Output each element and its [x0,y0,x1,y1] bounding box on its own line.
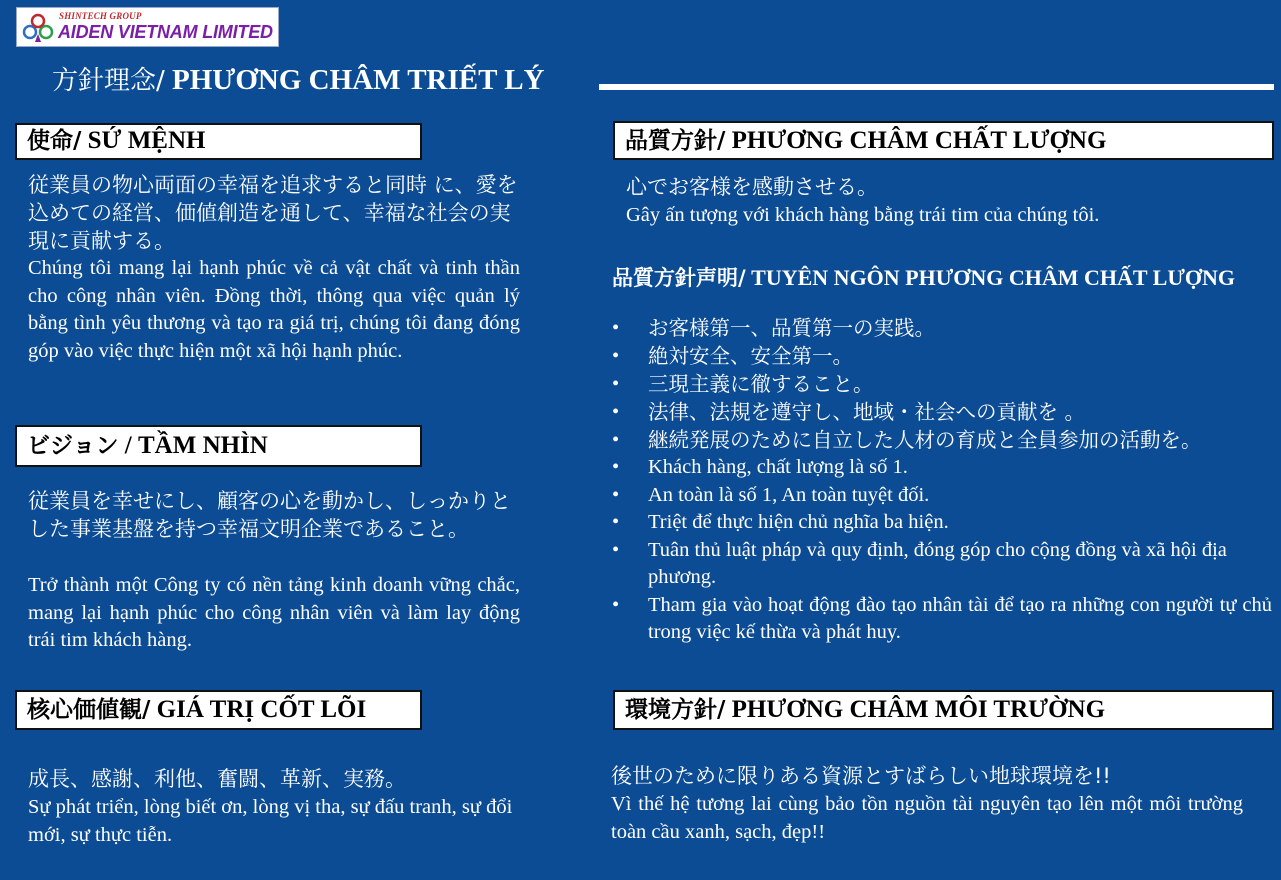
core-values-text-vn: Sự phát triển, lòng biết ơn, lòng vị tha, sự đấu tranh, sự đổi mới, sự thực tiễn. [28,796,513,846]
quality-policy-text-jp: 心でお客様を感動させる。 [626,175,878,199]
page-title-vn: PHƯƠNG CHÂM TRIẾT LÝ [164,64,545,96]
vision-heading-vn: / TẦM NHÌN [118,432,268,459]
quality-policy-text-vn: Gây ấn tượng với khách hàng bằng trái tim của chúng tôi. [626,204,1100,226]
list-item: • 三現主義に徹すること。 [612,370,1272,398]
quality-statement-heading-vn: TUYÊN NGÔN PHƯƠNG CHÂM CHẤT LƯỢNG [745,265,1235,290]
page-title-jp: 方針理念/ [52,66,165,96]
list-item: • Tham gia vào hoạt động đào tạo nhân tài để tạo ra những con người tự chủ trong việc kế thừa và phát huy. [612,592,1272,647]
title-divider [599,84,1274,90]
environment-policy-text-vn: Vì thế hệ tương lai cùng bảo tồn nguồn tài nguyên tạo lên một môi trường toàn cầu xanh, sạch, đẹp!! [611,793,1243,843]
list-item: • Tuân thủ luật pháp và quy định, đóng góp cho cộng đồng và xã hội địa phương. [612,537,1272,592]
quality-policy-heading-vn: PHƯƠNG CHÂM CHẤT LƯỢNG [725,127,1107,154]
list-item: • 法律、法規を遵守し、地域・社会への貢献を 。 [612,398,1272,426]
logo-company-name: AIDEN VIETNAM LIMITED [58,22,273,42]
page-title [52,60,544,97]
core-values-text-jp: 成長、感謝、利他、奮闘、革新、実務。 [28,767,406,791]
list-item: • Triệt để thực hiện chủ nghĩa ba hiện. [612,509,1272,537]
list-item: • お客様第一、品質第一の実践。 [612,314,1272,342]
quality-policy-heading [613,121,1274,160]
mission-heading-jp: 使命/ [27,128,82,154]
list-item: • Khách hàng, chất lượng là số 1. [612,454,1272,482]
quality-statement-heading-jp: 品質方針声明/ [612,266,746,290]
environment-policy-heading-vn: PHƯƠNG CHÂM MÔI TRƯỜNG [725,696,1106,723]
mission-heading [15,123,422,160]
logo-mark-icon [21,12,55,44]
vision-heading-jp: ビジョン [27,433,119,459]
company-logo [16,7,279,47]
list-item: • An toàn là số 1, An toàn tuyệt đối. [612,482,1272,510]
core-values-heading [15,690,422,730]
environment-policy-text-jp: 後世のために限りある資源とすばらしい地球環境を!! [611,764,1111,788]
mission-heading-vn: SỨ MỆNH [81,127,206,154]
logo-group-name: SHINTECH GROUP [59,11,142,21]
mission-text-vn: Chúng tôi mang lại hạnh phúc về cả vật chất và tinh thần cho công nhân viên. Đồng thời, thông qua việc quản lý bằng tình yêu thương và tạo ra giá trị, chúng tôi đang đóng góp vào việc thực hiện một xã hội hạnh phúc. [28,257,520,362]
vision-text-jp: 従業員を幸せにし、顧客の心を動かし、しっかりとした事業基盤を持つ幸福文明企業であること。 [28,489,511,541]
core-values-heading-jp: 核心価値観/ [27,697,151,723]
quality-statement-list [612,314,1272,647]
list-item: • 絶対安全、安全第一。 [612,342,1272,370]
environment-policy-heading-jp: 環境方針/ [625,697,726,723]
quality-statement-heading [612,262,1235,292]
mission-text-jp: 従業員の物心両面の幸福を追求すると同時 に、愛を込めての経営、価値創造を通して、幸福な社会の実現に貢献する。 [28,173,518,253]
quality-policy-heading-jp: 品質方針/ [625,128,726,154]
environment-policy-heading [613,690,1274,730]
list-item: • 継続発展のために自立した人材の育成と全員参加の活動を。 [612,426,1272,454]
core-values-heading-vn: GIÁ TRỊ CỐT LÕI [150,696,367,723]
vision-heading [15,425,422,467]
vision-text-vn: Trở thành một Công ty có nền tảng kinh doanh vững chắc, mang lại hạnh phúc cho công nhân viên và làm lay động trái tim khách hàng. [28,574,520,651]
